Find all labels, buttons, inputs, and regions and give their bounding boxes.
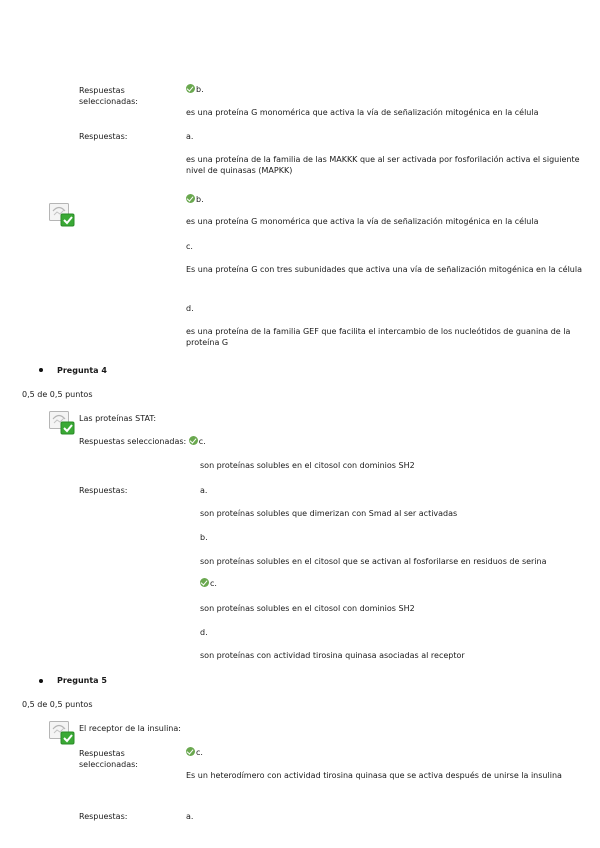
correct-check-icon [186,84,195,93]
answer-letter-b: b. [200,533,208,542]
answer-text-c: Es una proteína G con tres subunidades que activa una vía de señalización mitogénica en la célula [186,265,582,274]
selected-answer-text: es una proteína G monomérica que activa la vía de señalización mitogénica en la célula [186,108,539,117]
question-heading: Pregunta 5 [57,676,107,685]
answer-text-b: son proteínas solubles en el citosol que se activan al fosforilarse en residuos de serina [200,557,547,566]
selected-answer-marker [186,747,203,758]
selected-answer-text: son proteínas solubles en el citosol con dominios SH2 [200,461,415,470]
answer-letter-a: a. [186,812,194,821]
answer-text-a: son proteínas solubles que dimerizan con Smad al ser activadas [200,509,458,518]
answers-label: Respuestas: [79,486,128,495]
question-correct-icon [48,720,80,748]
selected-answer-letter: c. [196,748,203,757]
answer-letter-d: d. [200,628,208,637]
answer-letter-d: d. [186,304,194,313]
selected-answer-letter: c. [198,437,206,446]
answer-letter-a: a. [200,486,208,495]
selected-answers-label: Respuestas seleccionadas: [79,749,138,769]
answer-text-d: son proteínas con actividad tirosina quinasa asociadas al receptor [200,651,465,660]
answer-letter-c: c. [210,579,217,588]
correct-check-icon [186,194,195,203]
question-text: El receptor de la insulina: [79,724,181,733]
answer-text-c: son proteínas solubles en el citosol con dominios SH2 [200,604,415,613]
selected-answer-letter: b. [196,85,204,94]
correct-check-icon [200,578,209,587]
answers-label: Respuestas: [79,812,128,821]
answer-letter-c: c. [186,242,193,251]
selected-answers-label: Respuestas seleccionadas: [79,86,138,106]
answer-marker-c [200,578,217,589]
question-score: 0,5 de 0,5 puntos [22,700,93,709]
answer-letter-b: b. [196,195,204,204]
selected-answer-text: Es un heterodímero con actividad tirosina quinasa que se activa después de unirse la insulina [186,771,562,780]
selected-answers-label [79,436,206,447]
question-heading: Pregunta 4 [57,366,107,375]
question-score: 0,5 de 0,5 puntos [22,390,93,399]
answer-marker-b [186,194,204,205]
answer-letter-a: a. [186,132,194,141]
question-correct-icon [48,410,80,438]
question-correct-icon [48,202,80,230]
answers-label: Respuestas: [79,132,128,141]
correct-check-icon [186,747,195,756]
selected-answer-marker [186,84,204,95]
answer-text-a: es una proteína de la familia de las MAKKK que al ser activada por fosforilación activa el siguiente nivel de quinasas (MAPKK) [186,155,580,175]
answer-text-d: es una proteína de la familia GEF que facilita el intercambio de los nucleótidos de guanina de la proteína G [186,327,571,347]
bullet [39,679,43,683]
correct-check-icon [189,436,198,445]
selected-answers-label-text: Respuestas seleccionadas: [79,437,187,446]
question-text: Las proteínas STAT: [79,414,157,423]
answer-text-b: es una proteína G monomérica que activa la vía de señalización mitogénica en la célula [186,217,539,226]
bullet [39,368,43,372]
